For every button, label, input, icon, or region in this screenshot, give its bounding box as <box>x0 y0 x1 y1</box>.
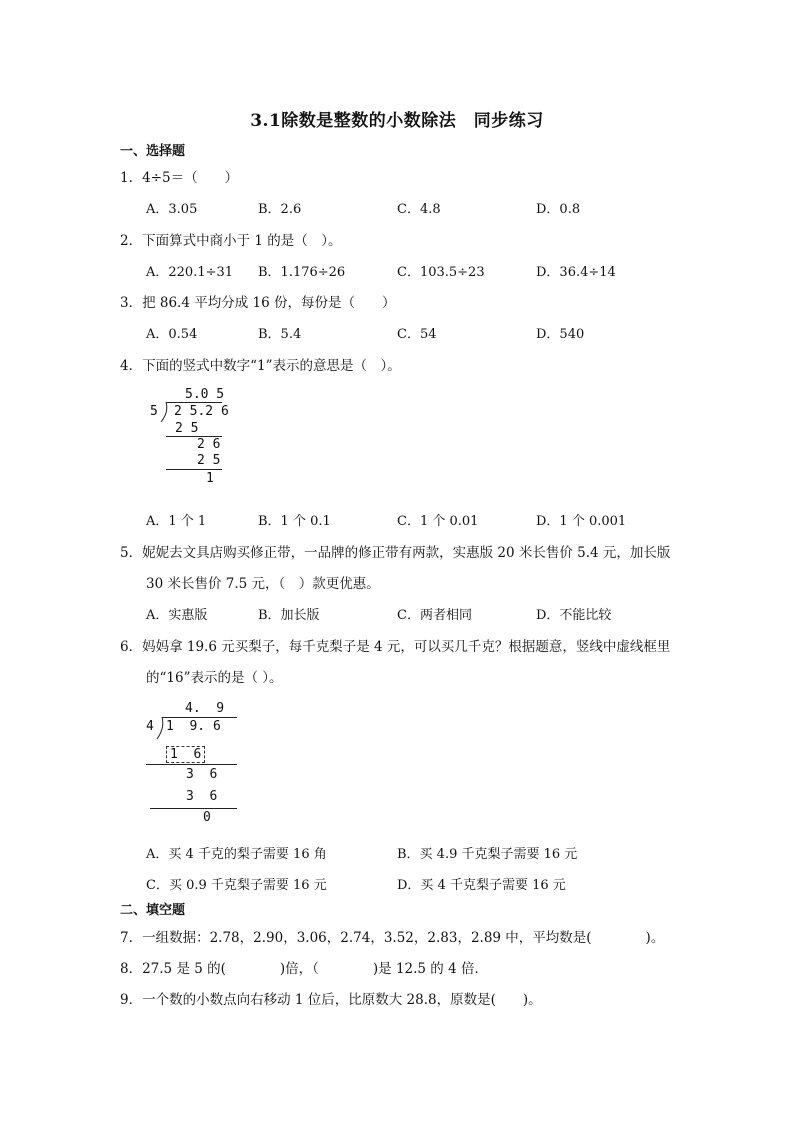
q6-option-d: D．买 4 千克梨子需要 16 元 <box>397 878 566 893</box>
q1-option-c: C．4.8 <box>397 202 441 217</box>
q4-remainder: 1 <box>206 471 214 486</box>
q1-option-b: B．2.6 <box>258 202 302 217</box>
q2-option-a: A．220.1÷31 <box>146 265 234 280</box>
question-7: 7．一组数据：2.78，2.90，3.06，2.74，3.52，2.83，2.89 中，平均数是( )。 <box>120 930 665 946</box>
q6-division-bracket <box>156 717 166 741</box>
q1-option-a: A．3.05 <box>146 202 198 217</box>
q1-option-d: D．0.8 <box>536 202 581 217</box>
q6-dashed-box-16: 1 6 <box>166 746 205 763</box>
question-4: 4．下面的竖式中数字“1”表示的意思是（ ）。 <box>120 358 401 374</box>
q3-option-c: C．54 <box>397 327 437 342</box>
q4-quotient-bar <box>166 402 222 403</box>
q6-quotient-bar <box>162 717 237 718</box>
question-1: 1．4÷5＝（ ） <box>120 170 239 186</box>
q4-step-bar-2 <box>166 469 222 470</box>
q5-option-c: C．两者相同 <box>397 608 472 623</box>
question-5-line-1: 5．妮妮去文具店购买修正带，一品牌的修正带有两款，实惠版 20 米长售价 5.4 元，加长版 <box>120 545 671 561</box>
q6-option-b: B．买 4.9 千克梨子需要 16 元 <box>397 847 578 862</box>
q6-divisor: 4 <box>146 719 154 734</box>
q5-option-d: D．不能比较 <box>536 608 612 623</box>
q3-option-a: A．0.54 <box>146 327 198 342</box>
q4-option-c: C．1 个 0.01 <box>397 514 479 529</box>
q2-option-b: B．1.176÷26 <box>258 265 346 280</box>
q4-step-1: 2 5 <box>175 421 199 436</box>
q4-quotient: 5.0 5 <box>185 387 225 402</box>
q5-option-a: A．实惠版 <box>146 608 208 623</box>
section-heading-fill: 二、填空题 <box>120 903 186 918</box>
question-9: 9．一个数的小数点向右移动 1 位后，比原数大 28.8，原数是( )。 <box>120 992 542 1008</box>
q4-division-bracket <box>160 402 170 424</box>
q6-step-3: 3 6 <box>186 789 218 804</box>
page-title: 3.1除数是整数的小数除法 同步练习 <box>250 111 544 131</box>
q6-dividend: 1 9. 6 <box>166 719 221 734</box>
question-8: 8．27.5 是 5 的( )倍，（ )是 12.5 的 4 倍． <box>120 961 488 977</box>
question-3: 3．把 86.4 平均分成 16 份，每份是（ ） <box>120 295 396 311</box>
q6-step-bar-1 <box>146 764 237 765</box>
q6-quotient: 4. 9 <box>185 701 225 716</box>
q3-option-b: B．5.4 <box>258 327 302 342</box>
q6-step-2: 3 6 <box>186 767 218 782</box>
q4-step-2: 2 6 <box>197 437 221 452</box>
q2-option-c: C．103.5÷23 <box>397 265 485 280</box>
q3-option-d: D．540 <box>536 327 585 342</box>
q5-option-b: B．加长版 <box>258 608 320 623</box>
q4-step-3: 2 5 <box>197 453 221 468</box>
q6-option-c: C．买 0.9 千克梨子需要 16 元 <box>146 878 327 893</box>
q4-option-b: B．1 个 0.1 <box>258 514 331 529</box>
q6-option-a: A．买 4 千克的梨子需要 16 角 <box>146 847 327 862</box>
section-heading-choice: 一、选择题 <box>120 144 186 159</box>
q2-option-d: D．36.4÷14 <box>536 265 616 280</box>
q4-option-a: A．1 个 1 <box>146 514 207 529</box>
question-2: 2．下面算式中商小于 1 的是（ ）。 <box>120 233 342 249</box>
q6-step-bar-2 <box>150 808 237 809</box>
question-5-line-2: 30 米长售价 7.5 元，（ ）款更优惠。 <box>146 576 380 592</box>
question-6-line-2: 的“16”表示的是（ ）。 <box>146 670 283 686</box>
q4-divisor: 5 <box>150 404 158 419</box>
question-6-line-1: 6．妈妈拿 19.6 元买梨子，每千克梨子是 4 元，可以买几千克？根据题意，竖线中虚线框里 <box>120 639 671 655</box>
q6-remainder: 0 <box>203 810 211 825</box>
q4-dividend: 2 5.2 6 <box>174 404 229 419</box>
q4-option-d: D．1 个 0.001 <box>536 514 627 529</box>
